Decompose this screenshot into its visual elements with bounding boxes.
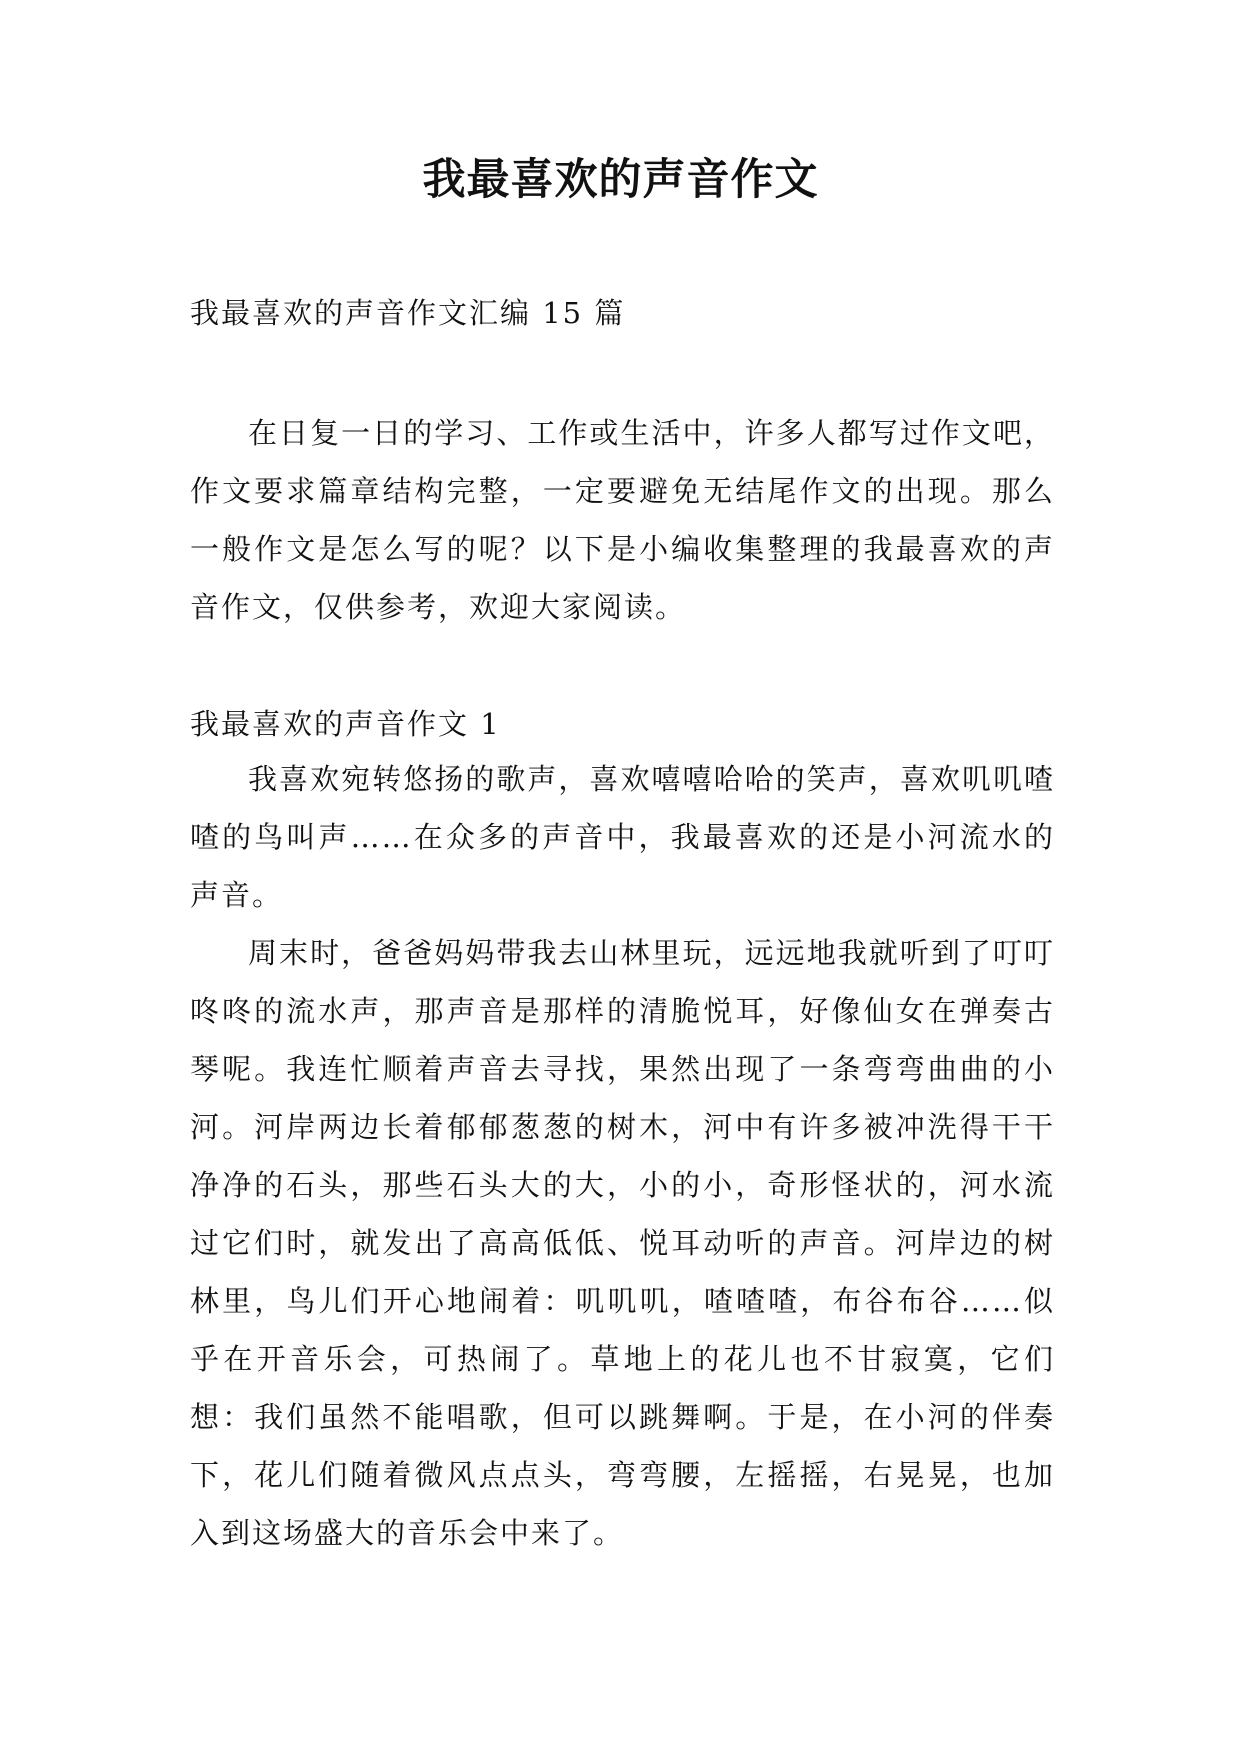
intro-section [190,404,1055,636]
intro-paragraph: 在日复一日的学习、工作或生活中，许多人都写过作文吧，作文要求篇章结构完整，一定要避免无结尾作文的出现。那么一般作文是怎么写的呢？以下是小编收集整理的我最喜欢的声音作文，仅供参考，欢迎大家阅读。 [190,416,1055,624]
document-subtitle: 我最喜欢的声音作文汇编 15 篇 [190,296,626,330]
document-title: 我最喜欢的声音作文 [422,155,819,205]
essay-body [190,750,1055,1562]
section-heading: 我最喜欢的声音作文 1 [190,707,501,741]
essay-paragraph-2: 周末时，爸爸妈妈带我去山林里玩，远远地我就听到了叮叮咚咚的流水声，那声音是那样的清脆悦耳，好像仙女在弹奏古琴呢。我连忙顺着声音去寻找，果然出现了一条弯弯曲曲的小河。河岸两边长着郁郁葱葱的树木，河中有许多被冲洗得干干净净的石头，那些石头大的大，小的小，奇形怪状的，河水流过它们时，就发出了高高低低、悦耳动听的声音。河岸边的树林里，鸟儿们开心地闹着：叽叽叽，喳喳喳，布谷布谷……似乎在开音乐会，可热闹了。草地上的花儿也不甘寂寞，它们想：我们虽然不能唱歌，但可以跳舞啊。于是，在小河的伴奏下，花儿们随着微风点点头，弯弯腰，左摇摇，右晃晃，也加入到这场盛大的音乐会中来了。 [190,936,1055,1550]
essay-paragraph-1: 我喜欢宛转悠扬的歌声，喜欢嘻嘻哈哈的笑声，喜欢叽叽喳喳的鸟叫声……在众多的声音中，我最喜欢的还是小河流水的声音。 [190,762,1055,912]
